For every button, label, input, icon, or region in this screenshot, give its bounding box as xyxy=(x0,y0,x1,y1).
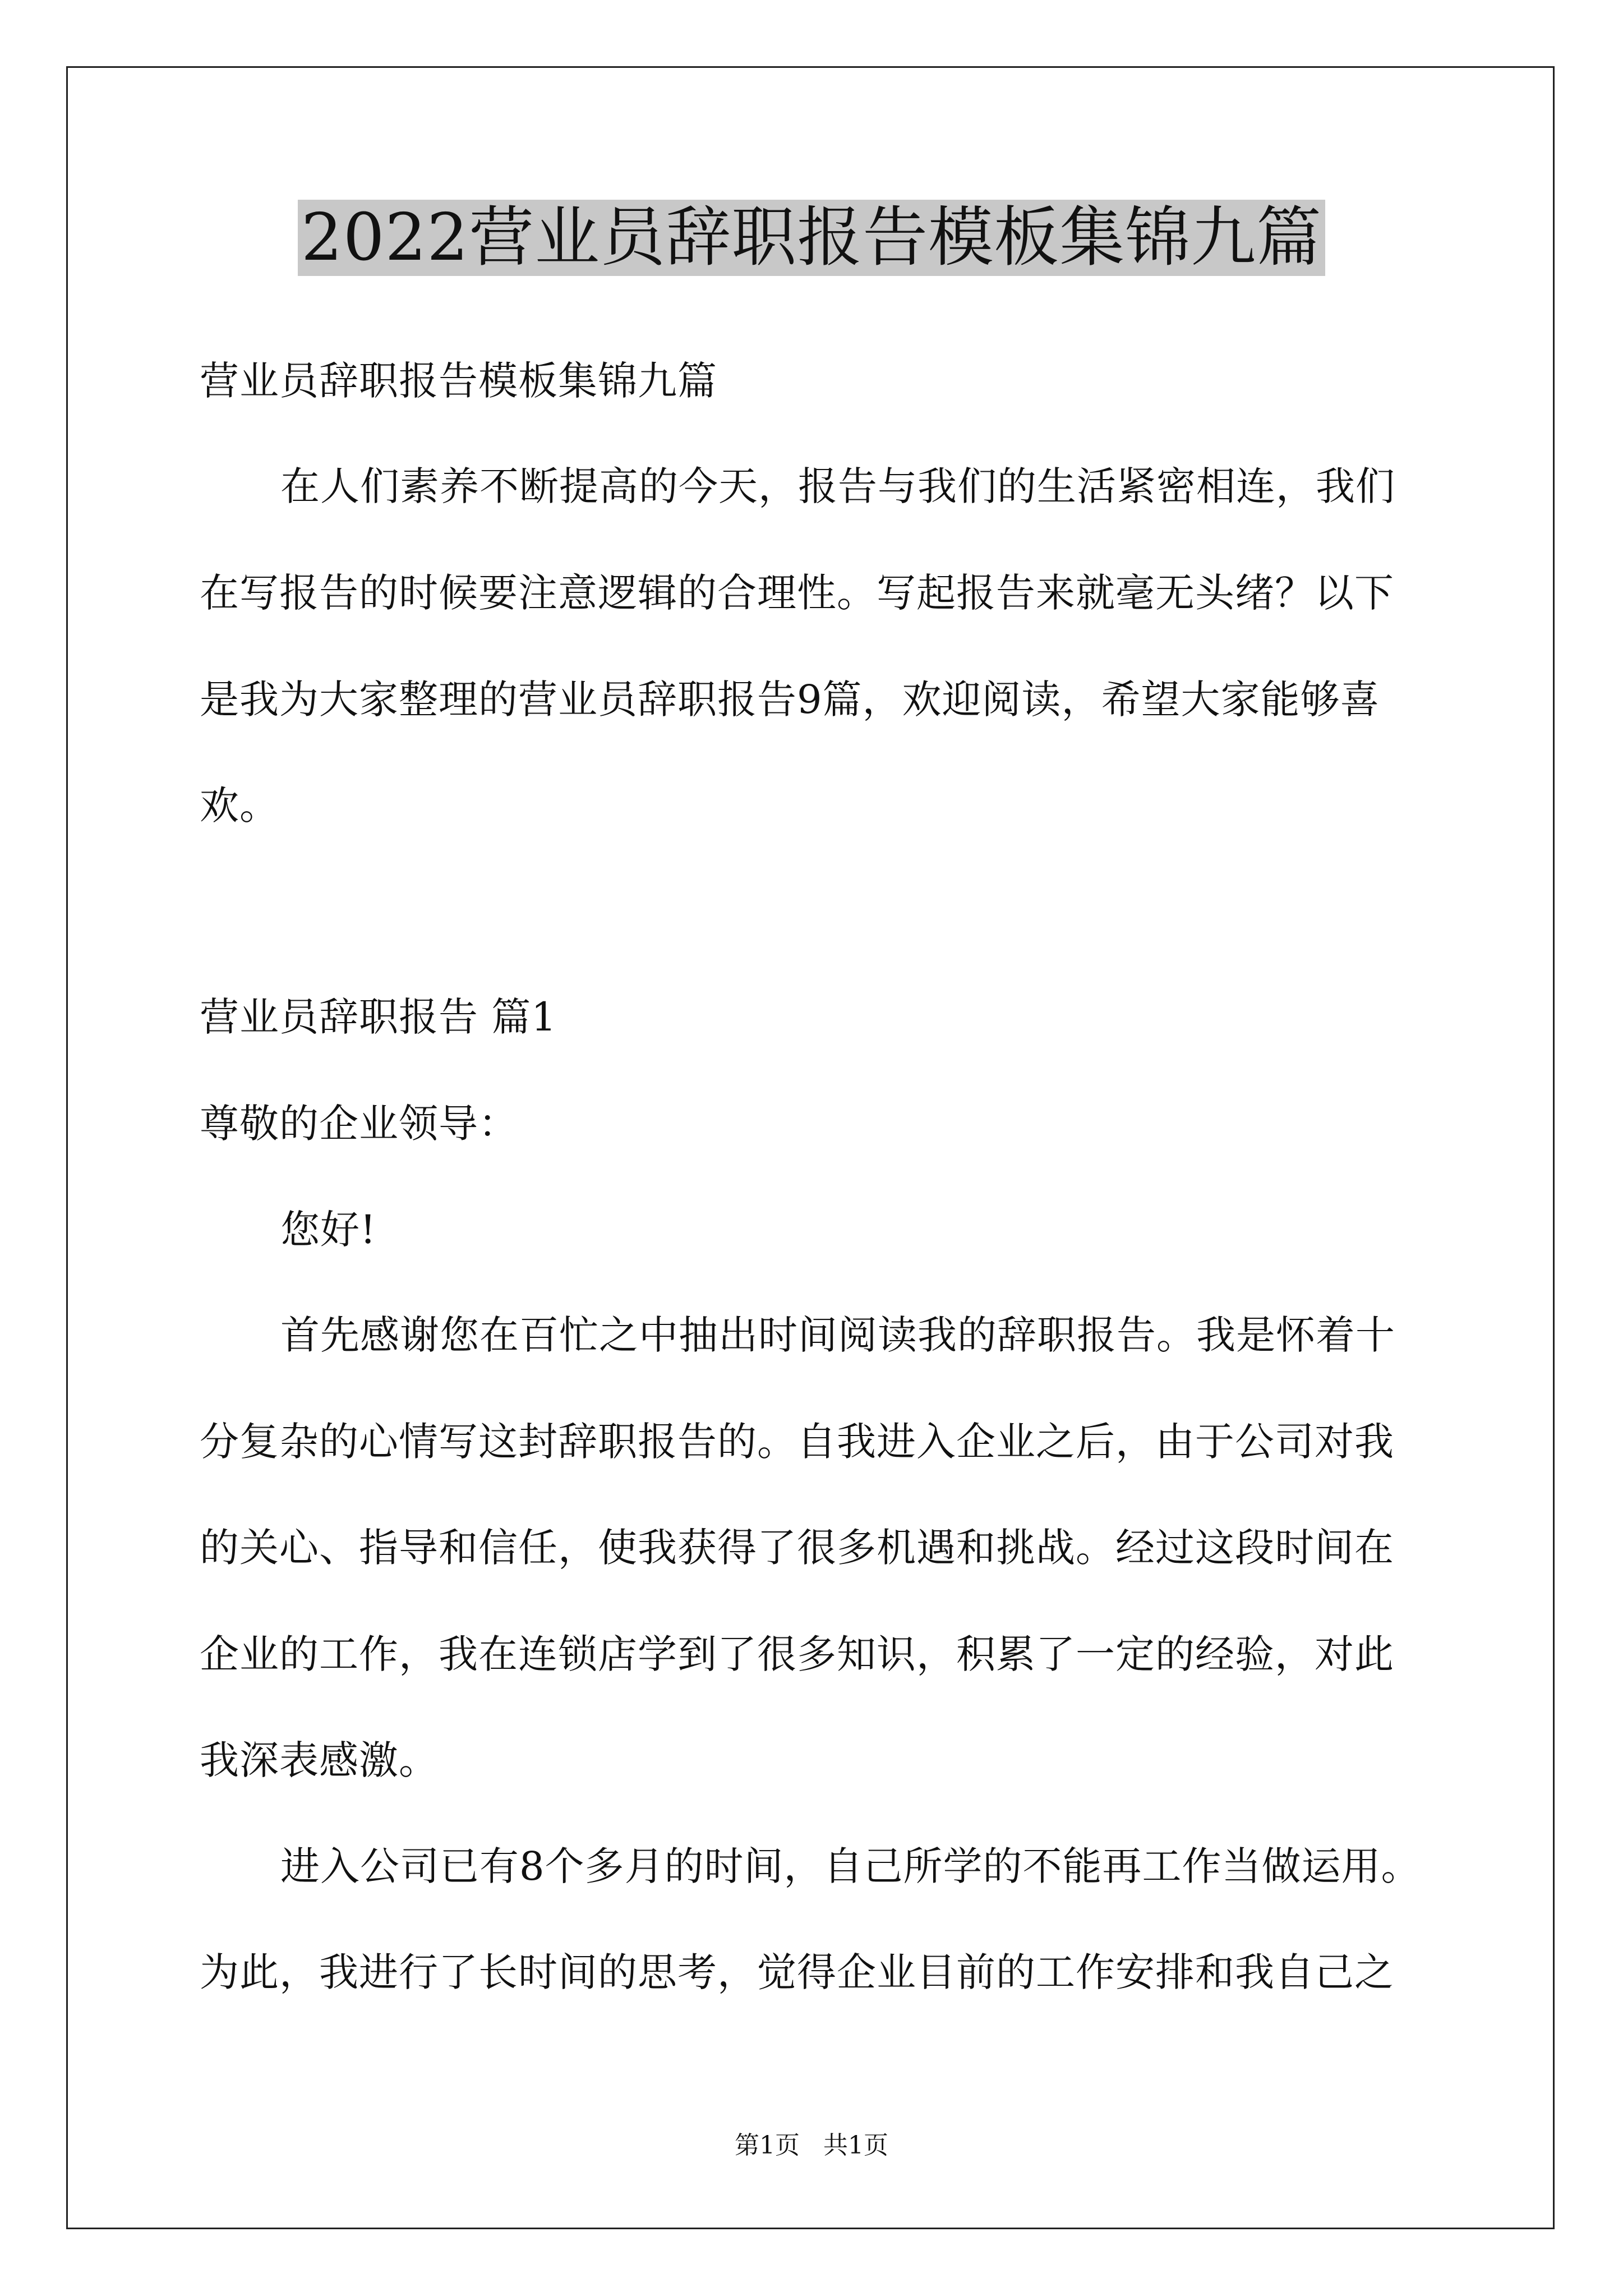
paragraph1-line-4: 企业的工作，我在连锁店学到了很多知识，积累了一定的经验，对此 xyxy=(200,1631,1394,1677)
salutation: 尊敬的企业领导： xyxy=(200,1101,518,1147)
greeting: 您好! xyxy=(280,1207,377,1253)
intro-line-3: 是我为大家整理的营业员辞职报告9篇，欢迎阅读，希望大家能够喜 xyxy=(200,677,1380,723)
paragraph1-line-5: 我深表感激。 xyxy=(200,1737,439,1783)
title-container xyxy=(0,200,1623,276)
paragraph2-line-1: 进入公司已有8个多月的时间，自己所学的不能再工作当做运用。 xyxy=(280,1843,1421,1889)
document-title: 2022营业员辞职报告模板集锦九篇 xyxy=(298,200,1325,276)
page-number-footer: 第1页 共1页 xyxy=(735,2131,888,2160)
section-heading: 营业员辞职报告 篇1 xyxy=(200,994,557,1040)
paragraph1-line-2: 分复杂的心情写这封辞职报告的。自我进入企业之后，由于公司对我 xyxy=(200,1419,1394,1465)
paragraph2-line-2: 为此，我进行了长时间的思考，觉得企业目前的工作安排和我自己之 xyxy=(200,1949,1394,1995)
intro-line-2: 在写报告的时候要注意逻辑的合理性。写起报告来就毫无头绪？以下 xyxy=(200,570,1394,616)
document-subtitle: 营业员辞职报告模板集锦九篇 xyxy=(200,358,717,404)
intro-line-4: 欢。 xyxy=(200,783,279,829)
intro-line-1: 在人们素养不断提高的今天，报告与我们的生活紧密相连，我们 xyxy=(280,463,1395,509)
paragraph1-line-1: 首先感谢您在百忙之中抽出时间阅读我的辞职报告。我是怀着十 xyxy=(280,1312,1395,1358)
paragraph1-line-3: 的关心、指导和信任，使我获得了很多机遇和挑战。经过这段时间在 xyxy=(200,1525,1394,1571)
